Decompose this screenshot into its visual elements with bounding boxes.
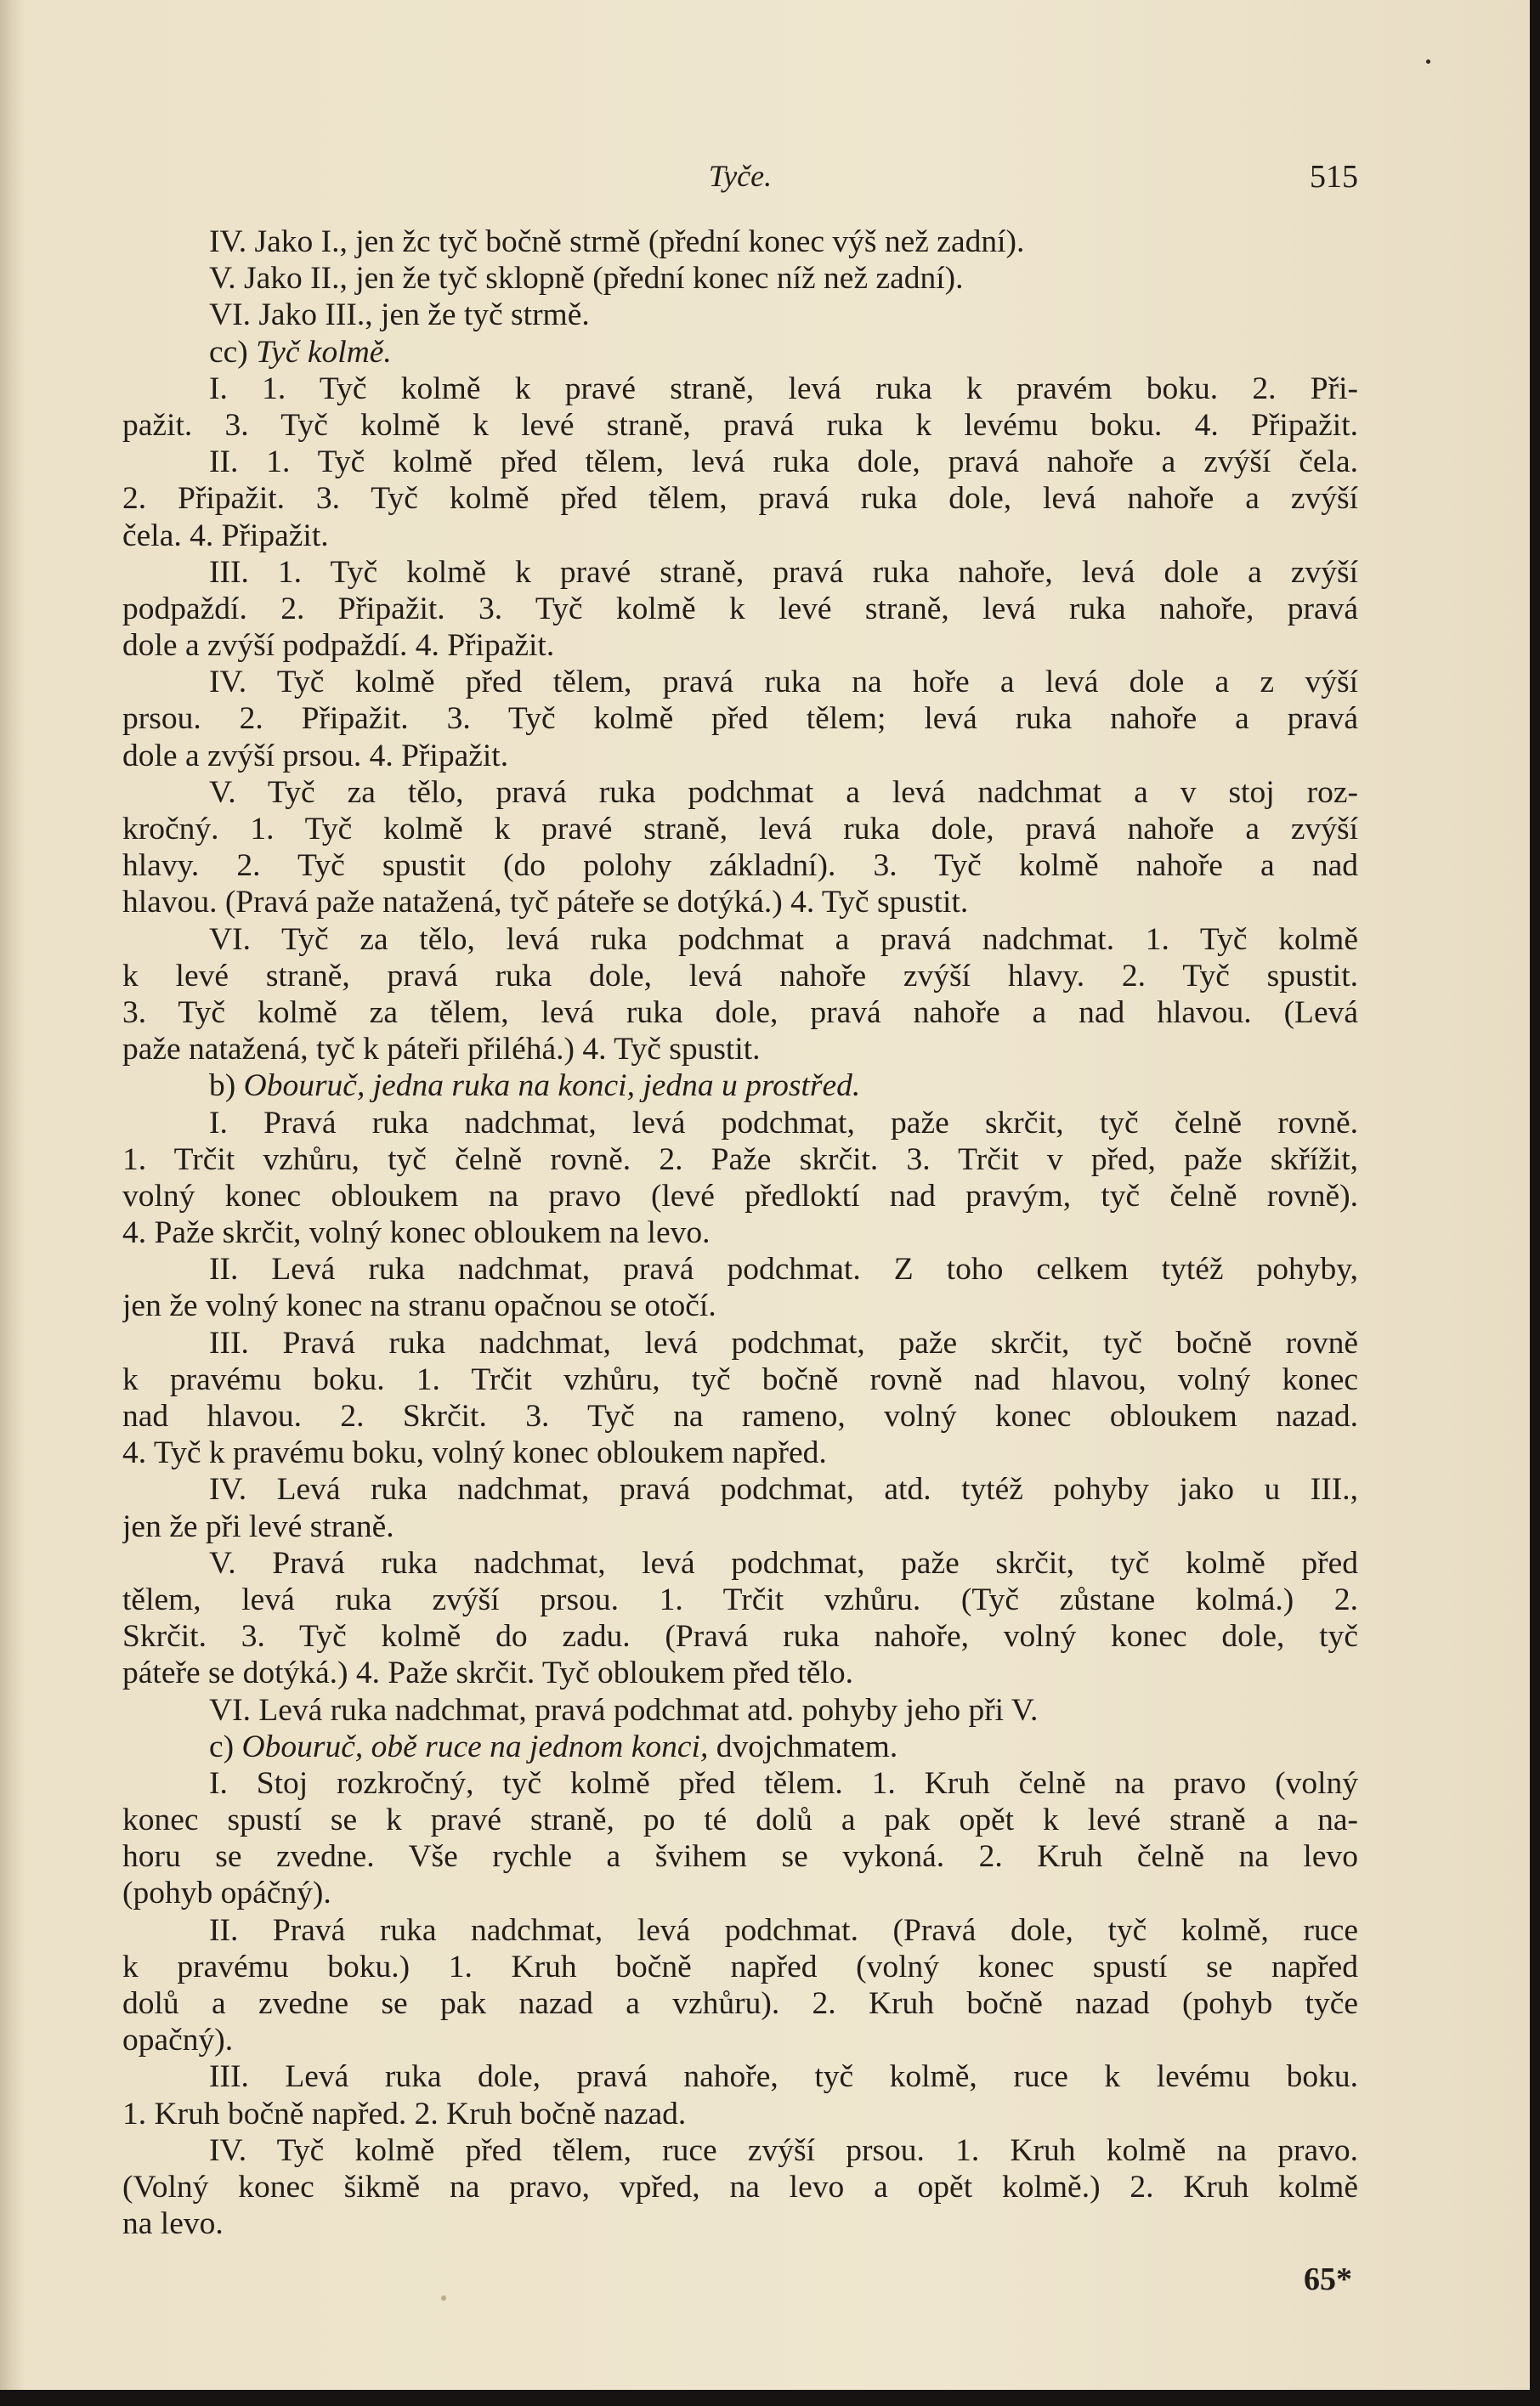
text-line: 1. Trčit vzhůru, tyč čelně rovně. 2. Paže skrčit. 3. Trčit v před, paže skřížit,	[122, 1141, 1358, 1177]
text-line: jen že volný konec na stranu opačnou se otočí.	[122, 1288, 716, 1324]
text-line: V. Jako II., jen že tyč sklopně (přední konec níž než zadní).	[209, 261, 964, 297]
text-line: VI. Levá ruka nadchmat, pravá podchmat atd. pohyby jeho při V.	[209, 1692, 1039, 1728]
text-line: 1. Kruh bočně napřed. 2. Kruh bočně nazad.	[122, 2096, 687, 2131]
running-title: Tyče.	[708, 159, 773, 193]
text-line: IV. Jako I., jen žc tyč bočně strmě (přední konec výš než zadní).	[209, 224, 1025, 259]
text-line: Skrčit. 3. Tyč kolmě do zadu. (Pravá ruka nahoře, volný konec dole, tyč	[122, 1619, 1358, 1655]
text-line: čela. 4. Připažit.	[122, 518, 329, 553]
text-line: IV. Levá ruka nadchmat, pravá podchmat, atd. tytéž pohyby jako u III.,	[209, 1472, 1358, 1508]
text-line: c) Obouruč, obě ruce na jednom konci, dvojchmatem.	[209, 1729, 898, 1764]
text-line: (Volný konec šikmě na pravo, vpřed, na levo a opět kolmě.) 2. Kruh kolmě	[122, 2169, 1358, 2205]
text-line: I. 1. Tyč kolmě k pravé straně, levá ruka k pravém boku. 2. Při-	[209, 371, 1358, 406]
text-line: nad hlavou. 2. Skrčit. 3. Tyč na rameno, volný konec obloukem nazad.	[122, 1399, 1358, 1434]
text-line: 4. Paže skrčit, volný konec obloukem na levo.	[122, 1215, 711, 1251]
text-line: II. Levá ruka nadchmat, pravá podchmat. Z toho celkem tytéž pohyby,	[209, 1252, 1358, 1288]
text-line: II. Pravá ruka nadchmat, levá podchmat. (Pravá dole, tyč kolmě, ruce	[209, 1912, 1358, 1948]
text-line: (pohyb opáčný).	[122, 1876, 331, 1911]
text-line: VI. Tyč za tělo, levá ruka podchmat a pravá nadchmat. 1. Tyč kolmě	[209, 921, 1358, 957]
text-line: k pravému boku. 1. Trčit vzhůru, tyč bočně rovně nad hlavou, volný konec	[122, 1362, 1358, 1397]
text-line: tělem, levá ruka zvýší prsou. 1. Trčit vzhůru. (Tyč zůstane kolmá.) 2.	[122, 1582, 1358, 1617]
text-line: hlavy. 2. Tyč spustit (do polohy základní). 3. Tyč kolmě nahoře a nad	[122, 848, 1358, 884]
text-line: III. Pravá ruka nadchmat, levá podchmat, paže skrčit, tyč bočně rovně	[209, 1325, 1358, 1361]
text-line: k levé straně, pravá ruka dole, levá nahoře zvýší hlavy. 2. Tyč spustit.	[122, 958, 1358, 994]
page-number: 515	[1310, 159, 1358, 195]
text-line: prsou. 2. Připažit. 3. Tyč kolmě před tělem; levá ruka nahoře a pravá	[122, 701, 1358, 737]
page-speck	[1426, 59, 1430, 64]
page-speck	[441, 2296, 446, 2301]
text-line: opačný).	[122, 2023, 234, 2058]
text-line: IV. Tyč kolmě před tělem, pravá ruka na hoře a levá dole a z výší	[209, 665, 1358, 700]
text-line: 3. Tyč kolmě za tělem, levá ruka dole, pravá nahoře a nad hlavou. (Levá	[122, 994, 1358, 1030]
text-line: III. Levá ruka dole, pravá nahoře, tyč kolmě, ruce k levému boku.	[209, 2059, 1358, 2095]
text-line: k pravému boku.) 1. Kruh bočně napřed (volný konec spustí se napřed	[122, 1949, 1358, 1984]
text-line: VI. Jako III., jen že tyč strmě.	[209, 297, 590, 333]
text-line: 2. Připažit. 3. Tyč kolmě před tělem, pravá ruka dole, levá nahoře a zvýší	[122, 481, 1358, 517]
text-line: dolů a zvedne se pak nazad a vzhůru). 2. Kruh bočně nazad (pohyb tyče	[122, 1986, 1358, 2021]
text-line: horu se zvedne. Vše rychle a švihem se vykoná. 2. Kruh čelně na levo	[122, 1839, 1358, 1875]
page-body-text	[122, 224, 1358, 2242]
text-line: b) Obouruč, jedna ruka na konci, jedna u prostřed.	[209, 1068, 861, 1104]
text-line: V. Tyč za tělo, pravá ruka podchmat a levá nadchmat a v stoj roz-	[209, 774, 1358, 810]
running-header	[122, 158, 1358, 195]
text-line: volný konec obloukem na pravo (levé předloktí nad pravým, tyč čelně rovně).	[122, 1178, 1358, 1214]
text-line: paže natažená, tyč k páteři přiléhá.) 4. Tyč spustit.	[122, 1032, 761, 1067]
text-line: na levo.	[122, 2206, 224, 2242]
signature-mark: 65*	[1304, 2262, 1352, 2297]
text-line: 4. Tyč k pravému boku, volný konec obloukem napřed.	[122, 1435, 827, 1471]
text-line: hlavou. (Pravá paže natažená, tyč páteře se dotýká.) 4. Tyč spustit.	[122, 885, 969, 920]
text-line: podpaždí. 2. Připažit. 3. Tyč kolmě k levé straně, levá ruka nahoře, pravá	[122, 591, 1358, 626]
text-line: kročný. 1. Tyč kolmě k pravé straně, levá ruka dole, pravá nahoře a zvýší	[122, 812, 1358, 846]
text-line: cc) Tyč kolmě.	[209, 334, 392, 370]
text-line: jen že při levé straně.	[122, 1509, 394, 1544]
text-line: V. Pravá ruka nadchmat, levá podchmat, paže skrčit, tyč kolmě před	[209, 1545, 1358, 1581]
text-line: II. 1. Tyč kolmě před tělem, levá ruka dole, pravá nahoře a zvýší čela.	[209, 444, 1358, 480]
text-line: IV. Tyč kolmě před tělem, ruce zvýší prsou. 1. Kruh kolmě na pravo.	[209, 2132, 1358, 2168]
text-line: I. Stoj rozkročný, tyč kolmě před tělem. 1. Kruh čelně na pravo (volný	[209, 1765, 1358, 1801]
text-line: páteře se dotýká.) 4. Paže skrčit. Tyč obloukem před tělo.	[122, 1656, 853, 1691]
text-line: I. Pravá ruka nadchmat, levá podchmat, paže skrčit, tyč čelně rovně.	[209, 1105, 1358, 1141]
text-line: pažit. 3. Tyč kolmě k levé straně, pravá ruka k levému boku. 4. Připažit.	[122, 407, 1358, 443]
text-line: konec spustí se k pravé straně, po té dolů a pak opět k levé straně a na-	[122, 1803, 1358, 1838]
text-line: dole a zvýší podpaždí. 4. Připažit.	[122, 628, 555, 664]
text-line: III. 1. Tyč kolmě k pravé straně, pravá ruka nahoře, levá dole a zvýší	[209, 554, 1358, 590]
text-line: dole a zvýší prsou. 4. Připažit.	[122, 738, 509, 773]
